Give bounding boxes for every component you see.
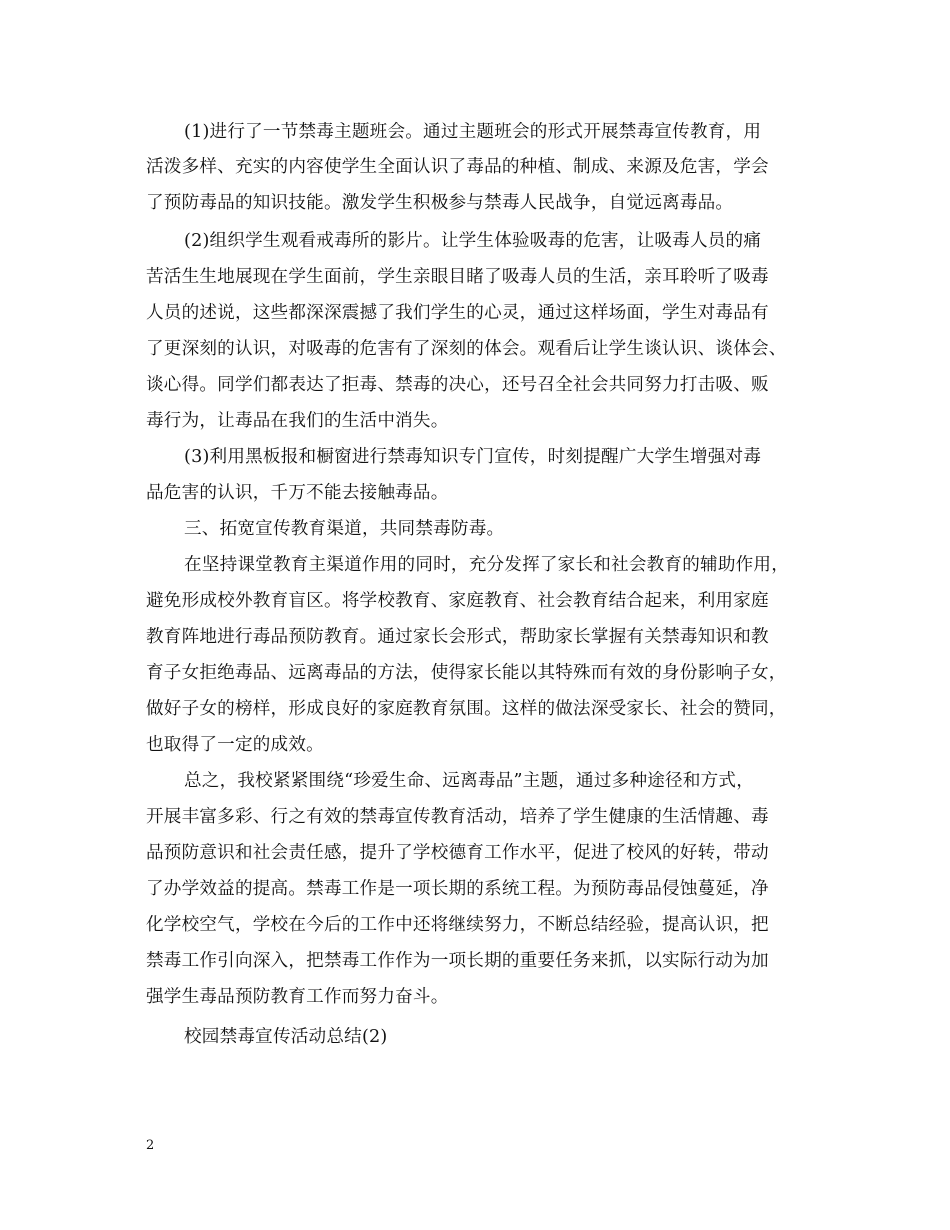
text-line: 开展丰富多彩、行之有效的禁毒宣传教育活动，培养了学生健康的生活情趣、毒 xyxy=(146,807,769,827)
text-line: 了更深刻的认识，对吸毒的危害有了深刻的体会。观看后让学生谈认识、谈体会、 xyxy=(146,339,787,359)
text-line: 也取得了一定的成效。 xyxy=(146,735,324,755)
section-heading: 三、拓宽宣传教育渠道，共同禁毒防毒。 xyxy=(184,519,505,539)
text-line: 在坚持课堂教育主渠道作用的同时，充分发挥了家长和社会教育的辅助作用， xyxy=(184,555,789,575)
text-line: 活泼多样、充实的内容使学生全面认识了毒品的种植、制成、来源及危害，学会 xyxy=(146,157,769,177)
text-line: (3)利用黑板报和橱窗进行禁毒知识专门宣传，时刻提醒广大学生增强对毒 xyxy=(184,447,762,467)
page-number: 2 xyxy=(146,1138,155,1153)
text-line: 人员的述说，这些都深深震撼了我们学生的心灵，通过这样场面，学生对毒品有 xyxy=(146,303,769,323)
text-line: 毒行为，让毒品在我们的生活中消失。 xyxy=(146,411,449,431)
text-line: 育子女拒绝毒品、远离毒品的方法，使得家长能以其特殊而有效的身份影响子女， xyxy=(146,663,787,683)
text-line: 教育阵地进行毒品预防教育。通过家长会形式，帮助家长掌握有关禁毒知识和教 xyxy=(146,627,769,647)
text-line: 了预防毒品的知识技能。激发学生积极参与禁毒人民战争，自觉远离毒品。 xyxy=(146,193,734,213)
text-line: 了办学效益的提高。禁毒工作是一项长期的系统工程。为预防毒品侵蚀蔓延，净 xyxy=(146,879,769,899)
text-line: 化学校空气，学校在今后的工作中还将继续努力，不断总结经验，提高认识，把 xyxy=(146,915,769,935)
text-line: 品危害的认识，千万不能去接触毒品。 xyxy=(146,483,449,503)
text-line: 做好子女的榜样，形成良好的家庭教育氛围。这样的做法深受家长、社会的赞同， xyxy=(146,699,787,719)
text-line: 品预防意识和社会责任感，提升了学校德育工作水平，促进了校风的好转，带动 xyxy=(146,843,769,863)
document-subtitle: 校园禁毒宣传活动总结(2) xyxy=(184,1027,388,1047)
text-line: 谈心得。同学们都表达了拒毒、禁毒的决心，还号召全社会共同努力打击吸、贩 xyxy=(146,375,769,395)
text-line: (1)进行了一节禁毒主题班会。通过主题班会的形式开展禁毒宣传教育，用 xyxy=(184,122,762,142)
text-line: 总之，我校紧紧围绕“珍爱生命、远离毒品”主题，通过多种途径和方式， xyxy=(184,771,754,791)
text-line: 苦活生生地展现在学生面前，学生亲眼目睹了吸毒人员的生活，亲耳聆听了吸毒 xyxy=(146,267,769,287)
text-line: 强学生毒品预防教育工作而努力奋斗。 xyxy=(146,987,449,1007)
text-line: 禁毒工作引向深入，把禁毒工作作为一项长期的重要任务来抓，以实际行动为加 xyxy=(146,951,769,971)
text-line: 避免形成校外教育盲区。将学校教育、家庭教育、社会教育结合起来，利用家庭 xyxy=(146,591,769,611)
text-line: (2)组织学生观看戒毒所的影片。让学生体验吸毒的危害，让吸毒人员的痛 xyxy=(184,231,762,251)
